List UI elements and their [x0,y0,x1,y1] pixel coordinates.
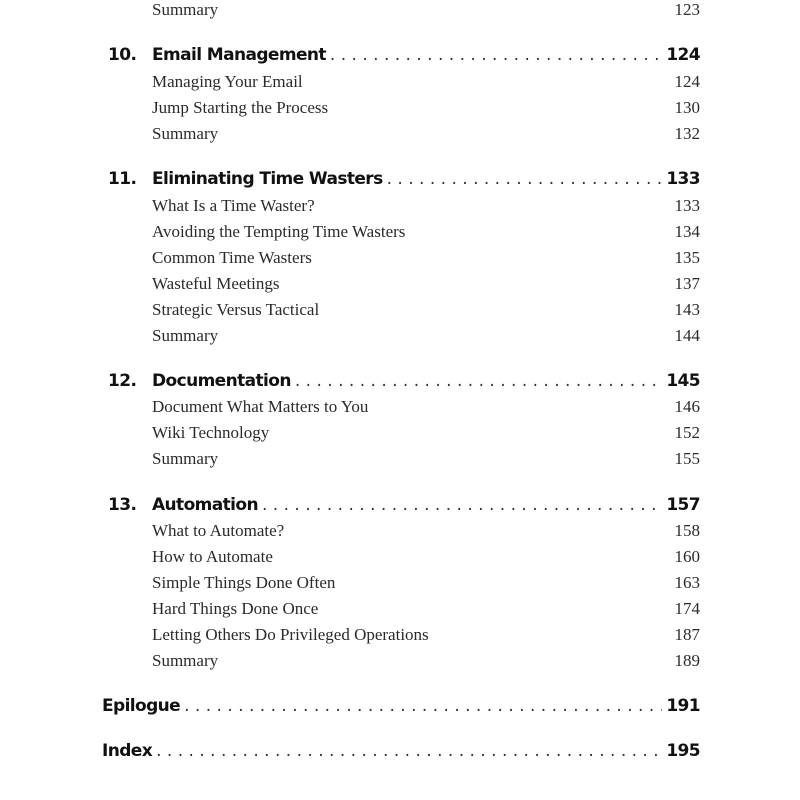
dot-leader [262,495,662,515]
chapter-title: Email Management [152,45,326,65]
toc-section-row[interactable] [152,397,700,421]
section-page: 158 [674,521,700,540]
section-page: 135 [674,248,700,267]
toc-section-row[interactable] [152,599,700,623]
toc-section-row[interactable] [152,98,700,122]
backmatter-title: Epilogue [102,696,181,716]
section-title: Summary [152,449,219,468]
section-title: Hard Things Done Once [152,599,319,618]
toc-section-row[interactable] [152,300,700,324]
chapter-number: 13. [108,495,137,515]
section-page: 132 [674,124,700,143]
chapter-number: 12. [108,371,137,391]
toc-chapter-row[interactable] [108,45,700,69]
section-page: 146 [674,397,700,416]
section-title: Avoiding the Tempting Time Wasters [152,222,406,241]
section-title: Managing Your Email [152,72,303,91]
chapter-page: 133 [666,169,700,189]
section-title: Letting Others Do Privileged Operations [152,625,429,644]
toc-chapter-row[interactable] [108,371,700,395]
dot-leader [295,371,662,391]
toc-section-row[interactable] [152,124,700,148]
section-page: 130 [674,98,700,117]
section-page: 174 [674,599,700,618]
section-title: Summary [152,0,219,19]
section-page: 144 [674,326,700,345]
section-title: What Is a Time Waster? [152,196,315,215]
toc-section-row[interactable] [152,547,700,571]
chapter-number: 10. [108,45,137,65]
section-page: 187 [674,625,700,644]
dot-leader [156,741,662,761]
chapter-page: 124 [666,45,700,65]
section-page: 160 [674,547,700,566]
toc-section-row[interactable] [152,248,700,272]
toc-section-row[interactable] [152,274,700,298]
toc-index-row[interactable] [102,741,700,765]
toc-section-row[interactable] [152,521,700,545]
toc-epilogue-row[interactable] [102,696,700,720]
section-title: Summary [152,124,219,143]
toc-section-row[interactable] [152,449,700,473]
backmatter-page: 191 [666,696,700,716]
toc-section-row[interactable] [152,196,700,220]
section-page: 189 [674,651,700,670]
section-page: 123 [674,0,700,19]
chapter-title: Documentation [152,371,291,391]
section-title: Document What Matters to You [152,397,369,416]
chapter-title: Automation [152,495,258,515]
section-title: Strategic Versus Tactical [152,300,320,319]
chapter-title: Eliminating Time Wasters [152,169,383,189]
toc-section-row[interactable] [152,573,700,597]
section-page: 124 [674,72,700,91]
backmatter-title: Index [102,741,153,761]
toc-section-row[interactable] [152,625,700,649]
chapter-page: 145 [666,371,700,391]
dot-leader [330,45,662,65]
section-title: How to Automate [152,547,273,566]
section-page: 163 [674,573,700,592]
section-page: 155 [674,449,700,468]
section-title: Jump Starting the Process [152,98,329,117]
section-title: Wiki Technology [152,423,270,442]
section-title: Summary [152,651,219,670]
section-page: 133 [674,196,700,215]
backmatter-page: 195 [666,741,700,761]
dot-leader [387,169,663,189]
toc-section-row[interactable] [152,222,700,246]
chapter-page: 157 [666,495,700,515]
section-title: Simple Things Done Often [152,573,336,592]
toc-section-row[interactable] [152,423,700,447]
section-title: Common Time Wasters [152,248,312,267]
dot-leader [184,696,662,716]
section-page: 143 [674,300,700,319]
chapter-number: 11. [108,169,137,189]
toc-section-row[interactable] [152,72,700,96]
toc-chapter-row[interactable] [108,169,700,193]
toc-section-row[interactable] [152,651,700,675]
section-page: 134 [674,222,700,241]
toc-section-row[interactable] [152,0,700,24]
toc-section-row[interactable] [152,326,700,350]
section-title: Wasteful Meetings [152,274,280,293]
section-page: 152 [674,423,700,442]
section-title: Summary [152,326,219,345]
section-page: 137 [674,274,700,293]
section-title: What to Automate? [152,521,285,540]
toc-chapter-row[interactable] [108,495,700,519]
